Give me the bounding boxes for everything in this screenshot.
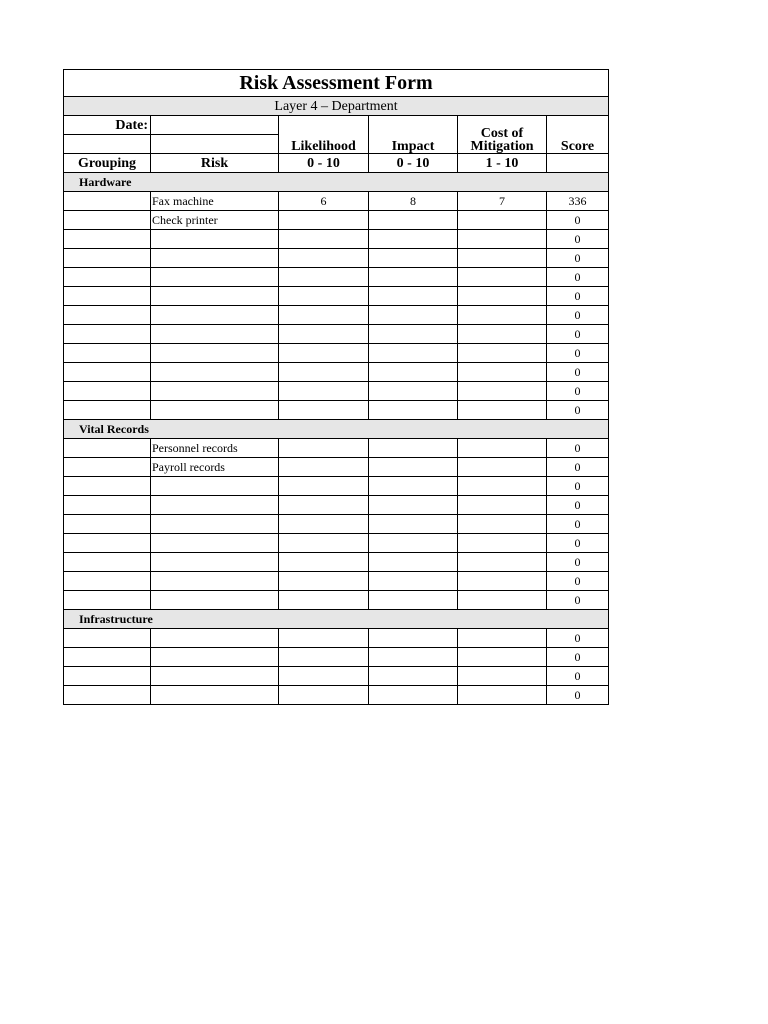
- likelihood-cell[interactable]: [279, 648, 369, 667]
- section-title: Hardware: [64, 173, 609, 192]
- likelihood-cell[interactable]: [279, 249, 369, 268]
- cost-cell[interactable]: [458, 249, 547, 268]
- score-cell: 0: [547, 439, 609, 458]
- impact-cell[interactable]: [369, 648, 458, 667]
- impact-cell[interactable]: [369, 344, 458, 363]
- cost-cell[interactable]: [458, 477, 547, 496]
- cost-header: [458, 116, 547, 154]
- risk-cell[interactable]: [151, 553, 279, 572]
- grouping-cell[interactable]: [64, 591, 151, 610]
- grouping-cell[interactable]: [64, 439, 151, 458]
- score-cell: 0: [547, 629, 609, 648]
- cost-cell[interactable]: [458, 629, 547, 648]
- likelihood-cell[interactable]: [279, 382, 369, 401]
- table-row: [64, 287, 609, 306]
- likelihood-cell[interactable]: [279, 268, 369, 287]
- cost-cell[interactable]: [458, 306, 547, 325]
- score-cell: 0: [547, 686, 609, 705]
- table-row: [64, 686, 609, 705]
- risk-cell[interactable]: [151, 363, 279, 382]
- grouping-cell[interactable]: [64, 287, 151, 306]
- cost-cell[interactable]: [458, 515, 547, 534]
- cost-cell[interactable]: [458, 363, 547, 382]
- impact-cell[interactable]: [369, 325, 458, 344]
- grouping-cell[interactable]: [64, 344, 151, 363]
- date-field[interactable]: [151, 116, 279, 135]
- grouping-cell[interactable]: [64, 686, 151, 705]
- score-cell: 0: [547, 287, 609, 306]
- impact-cell[interactable]: [369, 249, 458, 268]
- impact-cell[interactable]: [369, 477, 458, 496]
- table-row: [64, 306, 609, 325]
- section-title: Infrastructure: [64, 610, 609, 629]
- impact-cell[interactable]: [369, 230, 458, 249]
- table-row: [64, 648, 609, 667]
- score-range-blank: [547, 154, 609, 173]
- score-cell: 0: [547, 477, 609, 496]
- grouping-cell[interactable]: [64, 382, 151, 401]
- risk-cell[interactable]: [151, 249, 279, 268]
- table-row: [64, 249, 609, 268]
- cost-cell[interactable]: [458, 382, 547, 401]
- impact-cell[interactable]: [369, 268, 458, 287]
- table-row: [64, 629, 609, 648]
- risk-cell[interactable]: [151, 477, 279, 496]
- impact-cell[interactable]: [369, 382, 458, 401]
- section-title: Vital Records: [64, 420, 609, 439]
- cost-cell[interactable]: [458, 572, 547, 591]
- impact-cell[interactable]: [369, 515, 458, 534]
- grouping-cell[interactable]: [64, 572, 151, 591]
- cost-cell[interactable]: [458, 439, 547, 458]
- cost-cell[interactable]: [458, 268, 547, 287]
- score-cell: 0: [547, 401, 609, 420]
- grouping-cell[interactable]: [64, 553, 151, 572]
- score-cell: 0: [547, 363, 609, 382]
- risk-cell[interactable]: Personnel records: [151, 439, 279, 458]
- grouping-cell[interactable]: [64, 192, 151, 211]
- score-cell: 0: [547, 230, 609, 249]
- likelihood-cell[interactable]: [279, 534, 369, 553]
- likelihood-cell[interactable]: [279, 591, 369, 610]
- score-cell: 0: [547, 382, 609, 401]
- table-row: [64, 553, 609, 572]
- grouping-cell[interactable]: [64, 515, 151, 534]
- impact-cell[interactable]: [369, 439, 458, 458]
- likelihood-cell[interactable]: [279, 667, 369, 686]
- section-header-row: [64, 610, 609, 629]
- table-row: [64, 572, 609, 591]
- risk-cell[interactable]: [151, 591, 279, 610]
- risk-cell[interactable]: [151, 344, 279, 363]
- score-cell: 0: [547, 249, 609, 268]
- section-header-row: [64, 173, 609, 192]
- cost-cell[interactable]: [458, 534, 547, 553]
- likelihood-cell[interactable]: [279, 629, 369, 648]
- risk-cell[interactable]: [151, 496, 279, 515]
- score-cell: 0: [547, 211, 609, 230]
- score-cell: 0: [547, 496, 609, 515]
- table-row: [64, 344, 609, 363]
- section-header-row: [64, 420, 609, 439]
- impact-cell[interactable]: [369, 496, 458, 515]
- impact-cell[interactable]: [369, 287, 458, 306]
- cost-cell[interactable]: [458, 553, 547, 572]
- score-cell: 336: [547, 192, 609, 211]
- risk-assessment-table: [63, 69, 609, 705]
- cost-range: 1 - 10: [458, 154, 547, 173]
- score-cell: 0: [547, 344, 609, 363]
- impact-cell[interactable]: 8: [369, 192, 458, 211]
- grouping-cell[interactable]: [64, 211, 151, 230]
- risk-cell[interactable]: [151, 230, 279, 249]
- table-row: [64, 268, 609, 287]
- table-row: [64, 325, 609, 344]
- cost-cell[interactable]: [458, 496, 547, 515]
- cost-cell[interactable]: [458, 591, 547, 610]
- header-blank-cell: [64, 135, 151, 154]
- likelihood-cell[interactable]: [279, 211, 369, 230]
- risk-cell[interactable]: [151, 686, 279, 705]
- table-row: [64, 363, 609, 382]
- score-cell: 0: [547, 515, 609, 534]
- cost-cell[interactable]: [458, 211, 547, 230]
- grouping-cell[interactable]: [64, 496, 151, 515]
- table-row: [64, 382, 609, 401]
- grouping-cell[interactable]: [64, 534, 151, 553]
- impact-cell[interactable]: [369, 572, 458, 591]
- impact-cell[interactable]: [369, 553, 458, 572]
- score-cell: 0: [547, 325, 609, 344]
- grouping-header: Grouping: [64, 154, 151, 173]
- risk-header: Risk: [151, 154, 279, 173]
- cost-cell[interactable]: [458, 686, 547, 705]
- likelihood-cell[interactable]: [279, 230, 369, 249]
- risk-cell[interactable]: Fax machine: [151, 192, 279, 211]
- impact-cell[interactable]: [369, 306, 458, 325]
- likelihood-range: 0 - 10: [279, 154, 369, 173]
- table-row: [64, 496, 609, 515]
- table-row: [64, 667, 609, 686]
- impact-cell[interactable]: [369, 534, 458, 553]
- cost-cell[interactable]: [458, 458, 547, 477]
- impact-cell[interactable]: [369, 401, 458, 420]
- impact-cell[interactable]: [369, 363, 458, 382]
- likelihood-cell[interactable]: [279, 401, 369, 420]
- likelihood-cell[interactable]: [279, 439, 369, 458]
- risk-cell[interactable]: [151, 648, 279, 667]
- grouping-cell[interactable]: [64, 325, 151, 344]
- cost-cell[interactable]: 7: [458, 192, 547, 211]
- risk-cell[interactable]: [151, 382, 279, 401]
- impact-cell[interactable]: [369, 458, 458, 477]
- risk-cell[interactable]: [151, 287, 279, 306]
- cost-cell[interactable]: [458, 648, 547, 667]
- impact-cell[interactable]: [369, 686, 458, 705]
- grouping-cell[interactable]: [64, 268, 151, 287]
- cost-header-line2: Mitigation: [470, 139, 534, 154]
- risk-cell[interactable]: Check printer: [151, 211, 279, 230]
- likelihood-cell[interactable]: [279, 496, 369, 515]
- likelihood-cell[interactable]: [279, 325, 369, 344]
- risk-cell[interactable]: [151, 306, 279, 325]
- score-cell: 0: [547, 458, 609, 477]
- cost-cell[interactable]: [458, 287, 547, 306]
- risk-cell[interactable]: [151, 515, 279, 534]
- score-cell: 0: [547, 572, 609, 591]
- score-cell: 0: [547, 648, 609, 667]
- grouping-cell[interactable]: [64, 477, 151, 496]
- grouping-cell[interactable]: [64, 629, 151, 648]
- risk-cell[interactable]: [151, 629, 279, 648]
- risk-cell[interactable]: [151, 534, 279, 553]
- score-header: Score: [547, 116, 609, 154]
- table-row: [64, 439, 609, 458]
- likelihood-cell[interactable]: [279, 477, 369, 496]
- grouping-cell[interactable]: [64, 249, 151, 268]
- risk-cell[interactable]: [151, 401, 279, 420]
- impact-cell[interactable]: [369, 629, 458, 648]
- impact-range: 0 - 10: [369, 154, 458, 173]
- grouping-cell[interactable]: [64, 648, 151, 667]
- risk-cell[interactable]: [151, 667, 279, 686]
- table-row: [64, 515, 609, 534]
- cost-cell[interactable]: [458, 401, 547, 420]
- score-cell: 0: [547, 306, 609, 325]
- header-blank-cell[interactable]: [151, 135, 279, 154]
- score-cell: 0: [547, 591, 609, 610]
- risk-cell[interactable]: [151, 572, 279, 591]
- grouping-cell[interactable]: [64, 667, 151, 686]
- cost-cell[interactable]: [458, 344, 547, 363]
- likelihood-cell[interactable]: [279, 515, 369, 534]
- grouping-cell[interactable]: [64, 401, 151, 420]
- grouping-cell[interactable]: [64, 306, 151, 325]
- cost-cell[interactable]: [458, 667, 547, 686]
- likelihood-cell[interactable]: [279, 686, 369, 705]
- risk-cell[interactable]: Payroll records: [151, 458, 279, 477]
- score-cell: 0: [547, 553, 609, 572]
- table-row: [64, 211, 609, 230]
- table-row: [64, 230, 609, 249]
- table-row: [64, 591, 609, 610]
- likelihood-cell[interactable]: [279, 287, 369, 306]
- grouping-cell[interactable]: [64, 363, 151, 382]
- form-subtitle: Layer 4 – Department: [64, 97, 609, 116]
- likelihood-header: Likelihood: [279, 116, 369, 154]
- table-row: [64, 458, 609, 477]
- impact-cell[interactable]: [369, 667, 458, 686]
- grouping-cell[interactable]: [64, 230, 151, 249]
- cost-cell[interactable]: [458, 230, 547, 249]
- impact-header: Impact: [369, 116, 458, 154]
- impact-cell[interactable]: [369, 591, 458, 610]
- likelihood-cell[interactable]: [279, 306, 369, 325]
- cost-header-line1: Cost of: [480, 126, 524, 141]
- impact-cell[interactable]: [369, 211, 458, 230]
- table-row: [64, 192, 609, 211]
- form-title: Risk Assessment Form: [64, 70, 609, 97]
- risk-cell[interactable]: [151, 325, 279, 344]
- score-cell: 0: [547, 667, 609, 686]
- cost-cell[interactable]: [458, 325, 547, 344]
- likelihood-cell[interactable]: [279, 458, 369, 477]
- score-cell: 0: [547, 534, 609, 553]
- likelihood-cell[interactable]: [279, 553, 369, 572]
- likelihood-cell[interactable]: [279, 363, 369, 382]
- likelihood-cell[interactable]: [279, 344, 369, 363]
- risk-cell[interactable]: [151, 268, 279, 287]
- table-row: [64, 401, 609, 420]
- score-cell: 0: [547, 268, 609, 287]
- date-label: Date:: [64, 116, 151, 135]
- likelihood-cell[interactable]: 6: [279, 192, 369, 211]
- table-row: [64, 534, 609, 553]
- table-row: [64, 477, 609, 496]
- likelihood-cell[interactable]: [279, 572, 369, 591]
- grouping-cell[interactable]: [64, 458, 151, 477]
